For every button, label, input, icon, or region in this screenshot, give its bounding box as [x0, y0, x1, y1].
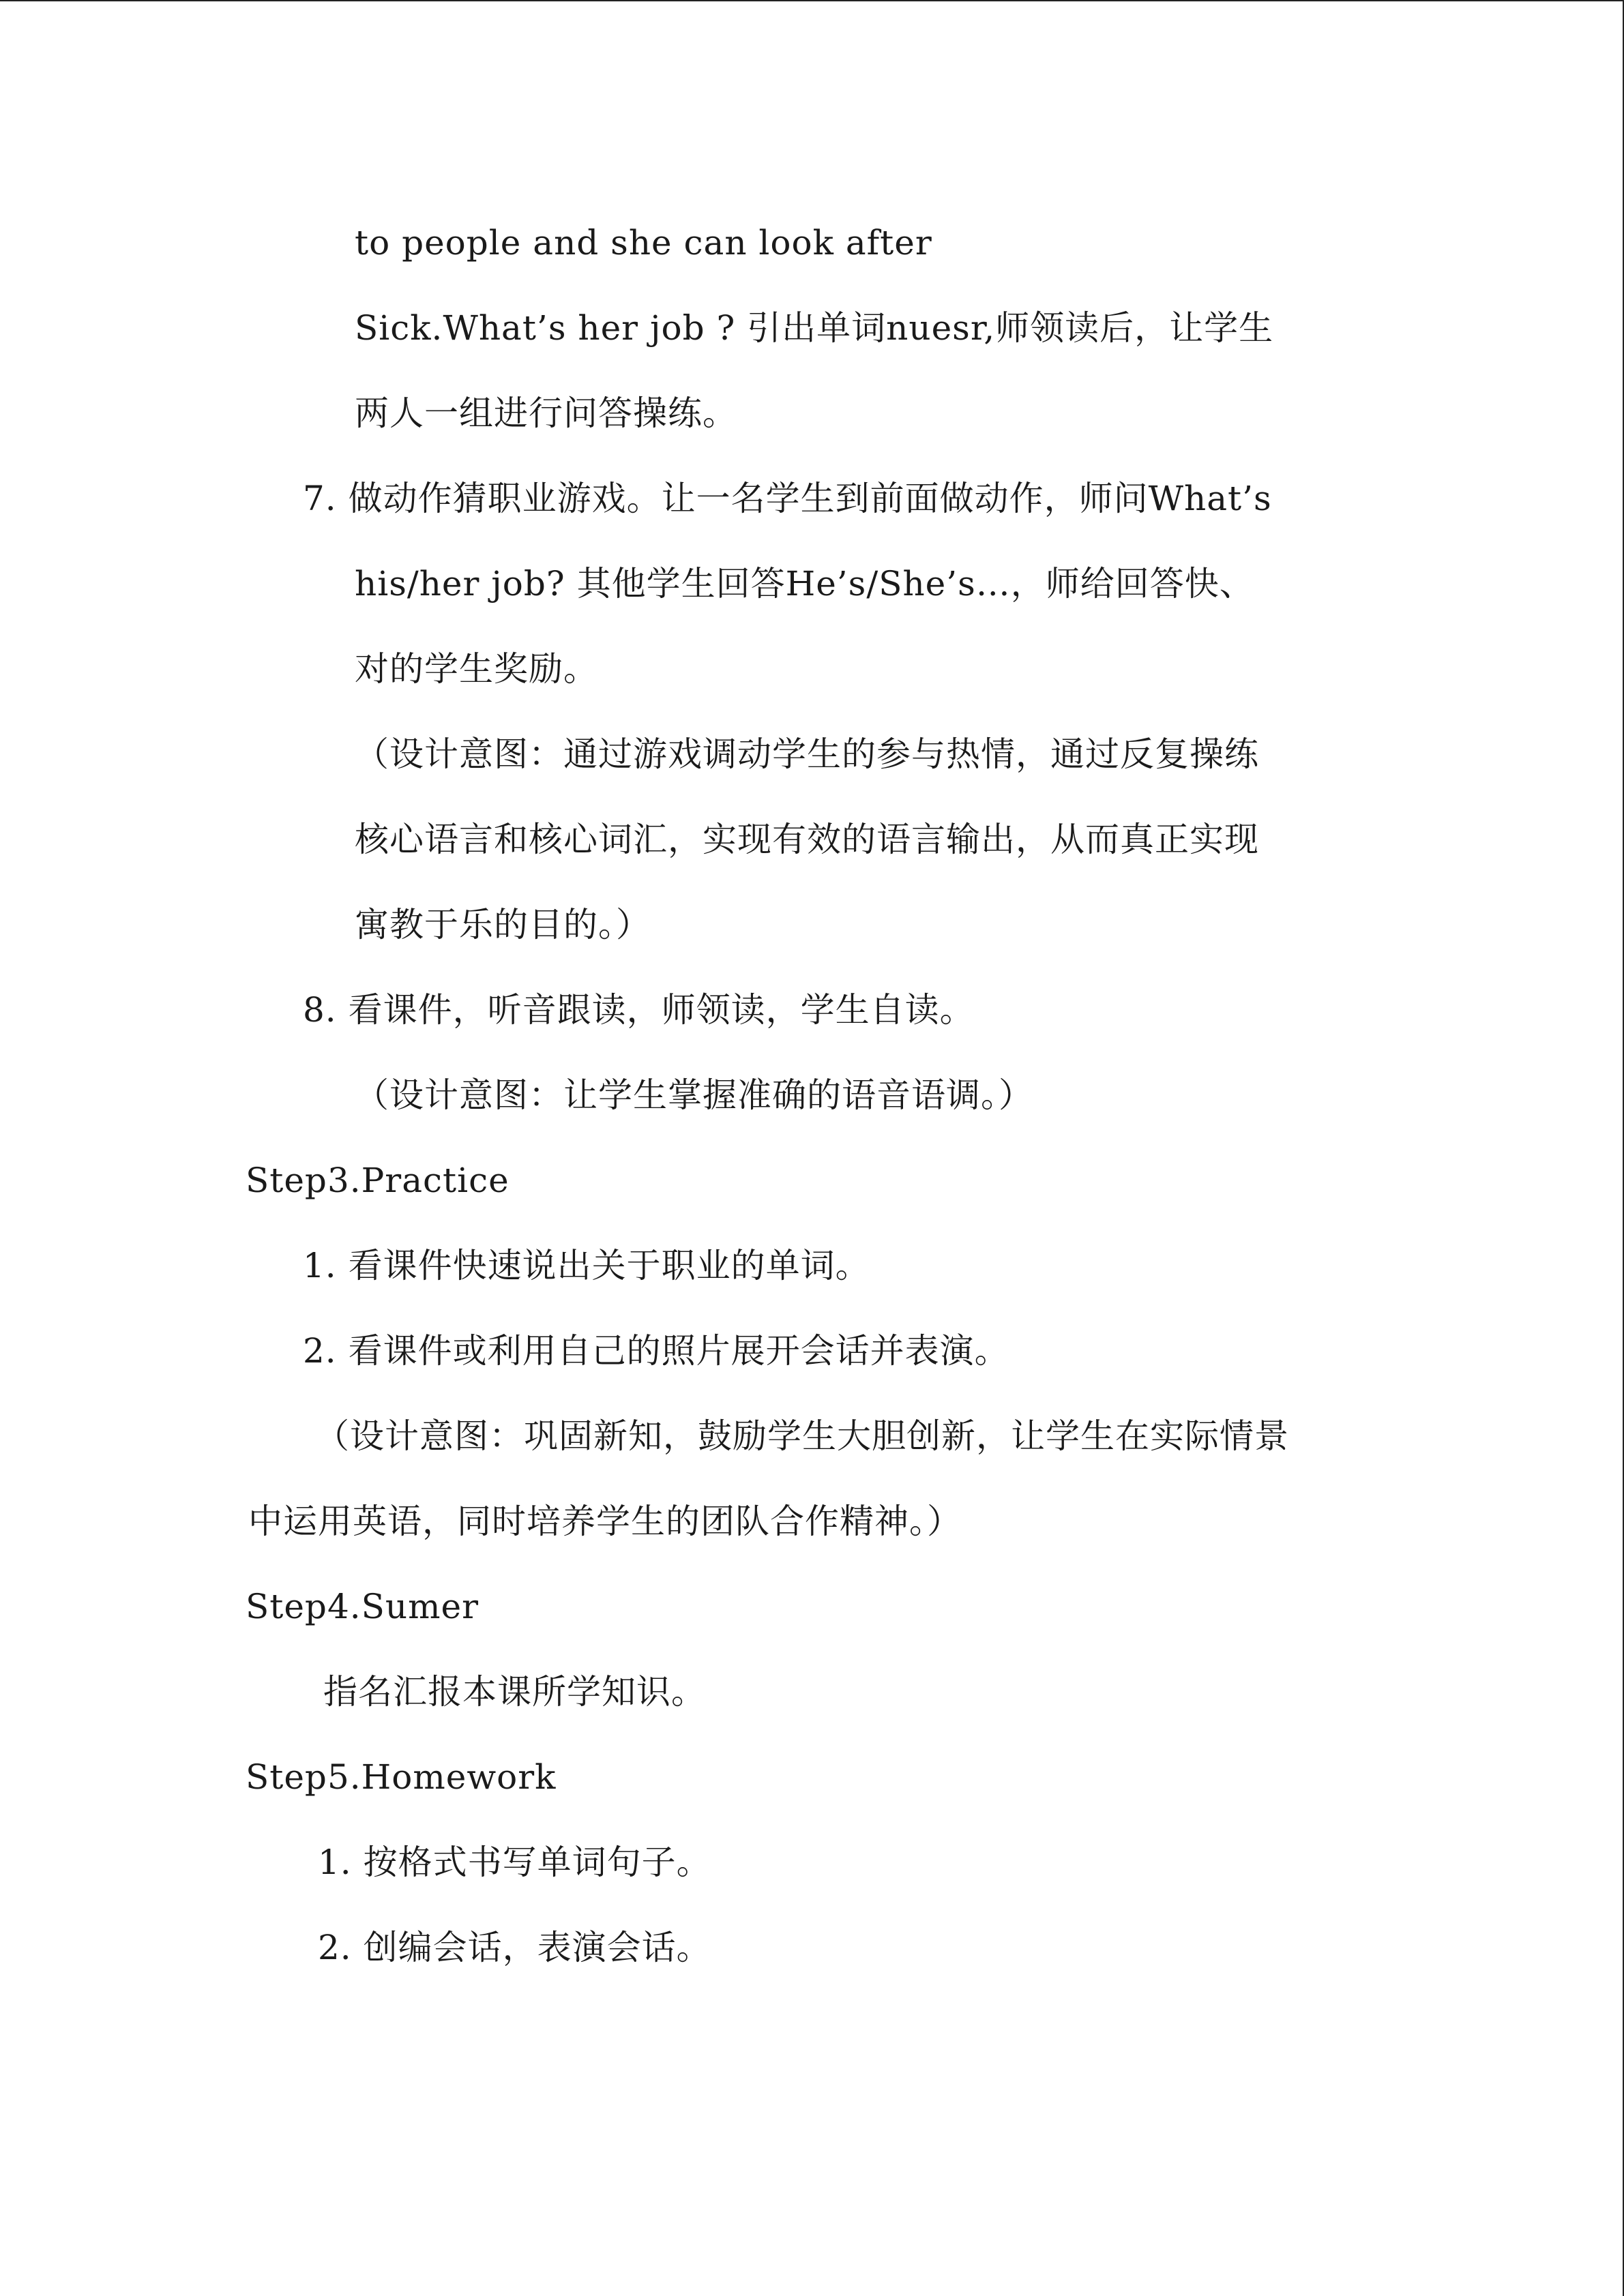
text-line-continuation-1: to people and she can look after: [355, 223, 932, 263]
homework-item-1: 1. 按格式书写单词句子。: [318, 1843, 711, 1882]
practice-item-2: 2. 看课件或利用自己的照片展开会话并表演。: [303, 1331, 1009, 1371]
practice-item-1: 1. 看课件快速说出关于职业的单词。: [303, 1246, 870, 1285]
design-intent-note-1-line-2: 核心语言和核心词汇，实现有效的语言输出，从而真正实现: [355, 820, 1259, 859]
design-intent-note-3-line-2: 中运用英语，同时培养学生的团队合作精神。）: [248, 1502, 962, 1541]
homework-item-2: 2. 创编会话，表演会话。: [318, 1928, 711, 1967]
list-item-8: 8. 看课件，听音跟读，师领读，学生自读。: [303, 990, 975, 1030]
section-heading-practice: Step3.Practice: [246, 1161, 510, 1200]
design-intent-note-1: （设计意图：通过游戏调动学生的参与热情，通过反复操练: [355, 734, 1259, 774]
design-intent-note-1-line-3: 寓教于乐的目的。）: [355, 905, 651, 944]
summary-text: 指名汇报本课所学知识。: [323, 1672, 706, 1712]
text-line-continuation-2: Sick.What’s her job ? 引出单词nuesr,师领读后，让学生: [355, 308, 1274, 348]
list-item-7-line-3: 对的学生奖励。: [355, 649, 598, 689]
design-intent-note-2: （设计意图：让学生掌握准确的语音语调。）: [355, 1075, 1033, 1115]
list-item-7: 7. 做动作猜职业游戏。让一名学生到前面做动作，师问What’s: [303, 479, 1272, 518]
section-heading-homework: Step5.Homework: [246, 1757, 557, 1797]
text-line-continuation-3: 两人一组进行问答操练。: [355, 393, 737, 433]
section-heading-summary: Step4.Sumer: [246, 1587, 479, 1626]
design-intent-note-3: （设计意图：巩固新知，鼓励学生大胆创新，让学生在实际情景: [315, 1416, 1289, 1456]
list-item-7-line-2: his/her job? 其他学生回答He’s/She’s…，师给回答快、: [355, 564, 1254, 603]
